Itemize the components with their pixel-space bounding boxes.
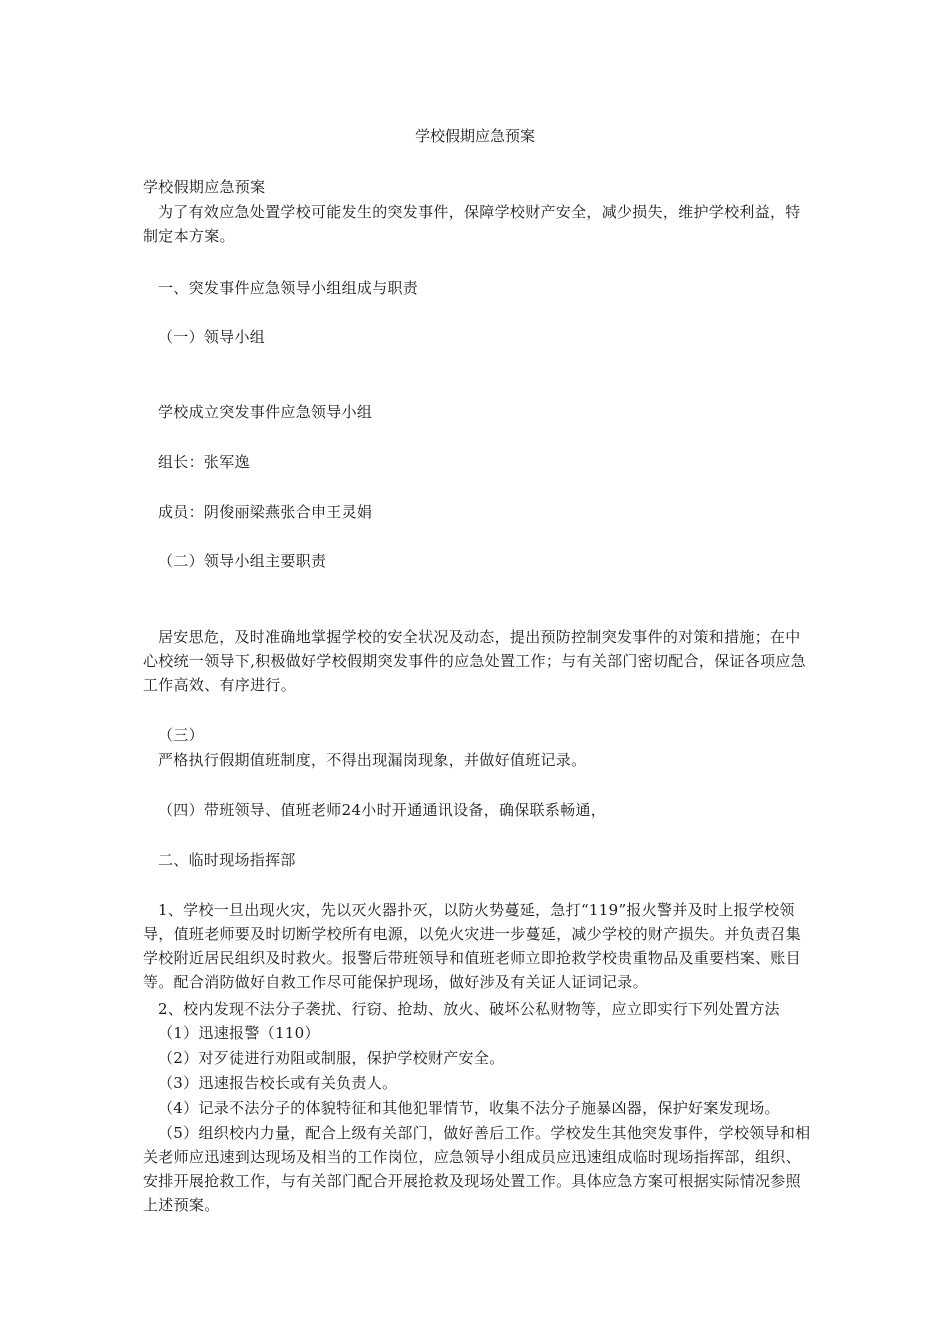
group-members-text: 成员：阴俊丽梁燕张合申王灵娟 xyxy=(158,503,373,521)
step-3-text: （3）迅速报告校长或有关负责人。 xyxy=(158,1074,398,1092)
intrusion-procedure-paragraph: 2、校内发现不法分子袭扰、行窃、抢劫、放火、破坏公私财物等，应立即实行下列处置方法 xyxy=(158,1000,780,1018)
group-leader-text: 组长：张军逸 xyxy=(158,453,250,471)
section-2-heading: 二、临时现场指挥部 xyxy=(158,851,296,869)
section-1-1-heading: （一）领导小组 xyxy=(158,328,266,346)
duties-paragraph: 居安思危，及时准确地掌握学校的安全状况及动态，提出预防控制突发事件的对策和措施；在中心校统一领导下,积极做好学校假期突发事件的应急处置工作；与有关部门密切配合，保证各项应急工作高效、有序进行。 xyxy=(143,628,806,694)
intro-paragraph: 为了有效应急处置学校可能发生的突发事件，保障学校财产安全，减少损失，维护学校利益，特制定本方案。 xyxy=(143,203,801,245)
document-subtitle: 学校假期应急预案 xyxy=(143,178,266,196)
step-1-text: （1）迅速报警（110） xyxy=(158,1024,320,1042)
duty-schedule-text: 严格执行假期值班制度，不得出现漏岗现象，并做好值班记录。 xyxy=(158,751,587,769)
fire-procedure-paragraph: 1、学校一旦出现火灾，先以灭火器扑灭，以防火势蔓延，急打“119”报火警并及时上报学校领导，值班老师要及时切断学校所有电源，以免火灾进一步蔓延，减少学校的财产损失。并负责召集学校附近居民组织及时救火。报警后带班领导和值班老师立即抢救学校贵重物品及重要档案、账目等。配合消防做好自救工作尽可能保护现场，做好涉及有关证人证词记录。 xyxy=(143,901,801,991)
group-established-text: 学校成立突发事件应急领导小组 xyxy=(158,403,373,421)
step-5-paragraph: （5）组织校内力量，配合上级有关部门，做好善后工作。学校发生其他突发事件，学校领导和相关老师应迅速到达现场及相当的工作岗位，应急领导小组成员应迅速组成临时现场指挥部，组织、安排开展抢救工作，与有关部门配合开展抢救及现场处置工作。具体应急方案可根据实际情况参照上述预案。 xyxy=(143,1124,811,1214)
section-1-4-text: （四）带班领导、值班老师24小时开通通讯设备，确保联系畅通， xyxy=(158,801,607,819)
step-2-text: （2）对歹徒进行劝阻或制服，保护学校财产安全。 xyxy=(158,1049,505,1067)
step-4-text: （4）记录不法分子的体貌特征和其他犯罪情节，收集不法分子施暴凶器，保护好案发现场。 xyxy=(158,1099,780,1117)
section-1-2-heading: （二）领导小组主要职责 xyxy=(158,552,327,570)
section-1-heading: 一、突发事件应急领导小组组成与职责 xyxy=(158,279,419,297)
document-title: 学校假期应急预案 xyxy=(414,127,535,145)
section-1-3-heading: （三） xyxy=(158,726,204,744)
